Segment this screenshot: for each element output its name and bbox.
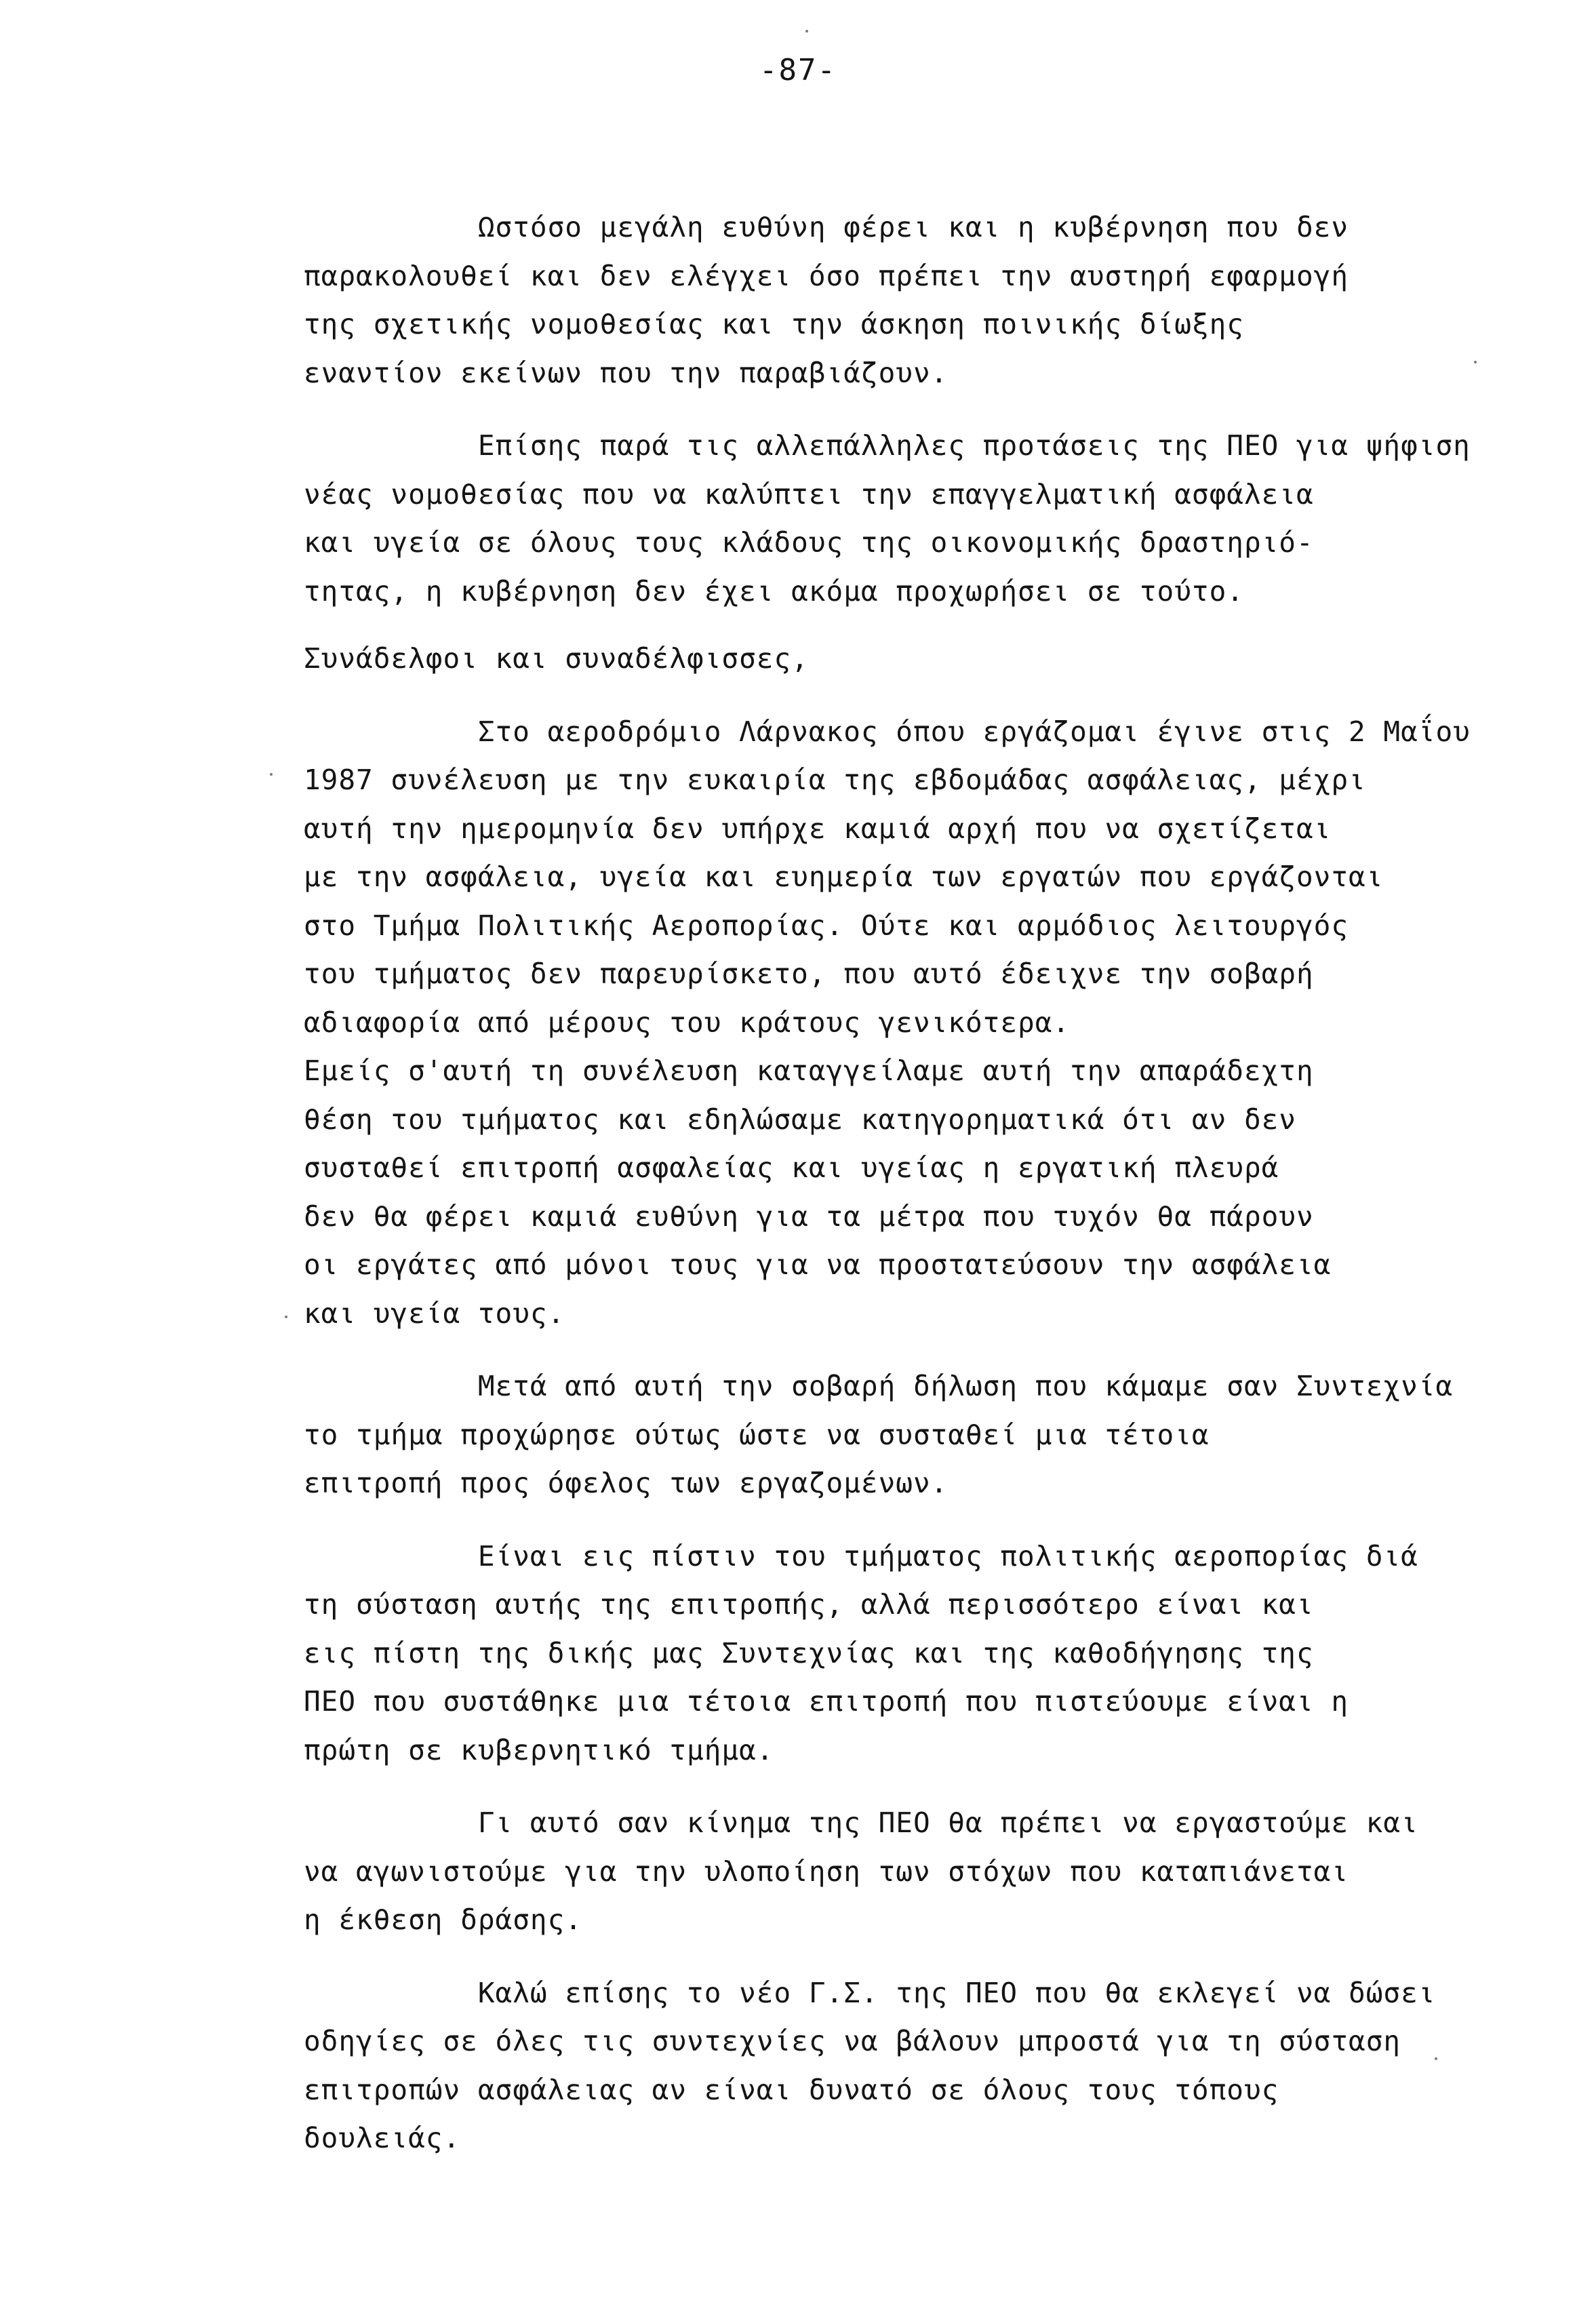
salutation [304,635,1578,684]
text-line: επιτροπών ασφάλειας αν είναι δυνατό σε όλους τους τόπους [304,2073,1279,2106]
text-line: του τμήματος δεν παρευρίσκετο, που αυτό έδειχνε την σοβαρή [304,957,1314,990]
text-line: δεν θα φέρει καμιά ευθύνη για τα μέτρα που τυχόν θα πάρουν [304,1200,1314,1233]
text-line: ΠΕΟ που συστάθηκε μια τέτοια επιτροπή που πιστεύουμε είναι η [304,1685,1349,1718]
text-line: εις πίστη της δικής μας Συντεχνίας και της καθοδήγησης της [304,1636,1314,1669]
text-line: Στο αεροδρόμιο Λάρνακος όπου εργάζομαι έγινε στις 2 Μαΐου [304,715,1471,748]
text-line: Μετά από αυτή την σοβαρή δήλωση που κάμαμε σαν Συντεχνία [304,1370,1454,1402]
text-line: Ωστόσο μεγάλη ευθύνη φέρει και η κυβέρνηση που δεν [304,211,1349,243]
text-line: να αγωνιστούμε για την υλοποίηση των στόχων που καταπιάνεται [304,1855,1349,1888]
text-line: αδιαφορία από μέρους του κράτους γενικότερα. [304,1006,1071,1039]
text-line: Εμείς σ'αυτή τη συνέλευση καταγγείλαμε αυτή την απαράδεχτη [304,1054,1314,1087]
text-line: οι εργάτες από μόνοι τους για να προστατεύσουν την ασφάλεια [304,1248,1332,1281]
text-line: Γι αυτό σαν κίνημα της ΠΕΟ θα πρέπει να εργαστούμε και [304,1806,1418,1839]
text-line: δουλειάς. [304,2122,461,2154]
text-line: οδηγίες σε όλες τις συντεχνίες να βάλουν μπροστά για τη σύσταση [304,2025,1401,2057]
paragraph [304,1969,1578,2163]
scan-speck [805,30,808,33]
text-line: και υγεία τους. [304,1297,565,1330]
scan-speck [285,1315,287,1318]
text-line: πρώτη σε κυβερνητικό τμήμα. [304,1733,774,1766]
scan-speck [270,773,273,776]
document-body [304,203,1578,2163]
paragraph [304,422,1578,616]
paragraph [304,203,1578,397]
text-line: τητας, η κυβέρνηση δεν έχει ακόμα προχωρήσει σε τούτο. [304,574,1244,608]
text-line: Επίσης παρά τις αλλεπάλληλες προτάσεις της ΠΕΟ για ψήφιση [304,429,1471,462]
text-line: της σχετικής νομοθεσίας και την άσκηση ποινικής δίωξης [304,308,1244,340]
text-line: τη σύσταση αυτής της επιτροπής, αλλά περισσότερο είναι και [304,1588,1314,1621]
page-number: -87- [759,53,837,87]
text-line: αυτή την ημερομηνία δεν υπήρχε καμιά αρχή που να σχετίζεται [304,812,1332,845]
paragraph [304,1362,1578,1508]
paragraph [304,1532,1578,1775]
text-line: 1987 συνέλευση με την ευκαιρία της εβδομάδας ασφάλειας, μέχρι [304,764,1366,796]
text-line: νέας νομοθεσίας που να καλύπτει την επαγγελματική ασφάλεια [304,477,1314,511]
text-line: το τμήμα προχώρησε ούτως ώστε να συσταθεί μια τέτοια [304,1418,1210,1451]
text-line: με την ασφάλεια, υγεία και ευημερία των εργατών που εργάζονται [304,860,1384,893]
text-line: η έκθεση δράσης. [304,1903,582,1936]
text-line: Καλώ επίσης το νέο Γ.Σ. της ΠΕΟ που θα εκλεγεί να δώσει [304,1976,1436,2009]
scan-speck [1435,2057,1437,2060]
text-line: Είναι εις πίστιν του τμήματος πολιτικής αεροπορίας διά [304,1539,1418,1572]
text-line: θέση του τμήματος και εδηλώσαμε κατηγορηματικά ότι αν δεν [304,1103,1296,1136]
text-line: παρακολουθεί και δεν ελέγχει όσο πρέπει την αυστηρή εφαρμογή [304,259,1349,292]
text-line: εναντίον εκείνων που την παραβιάζουν. [304,356,949,389]
scan-speck [1474,361,1477,363]
text-line: επιτροπή προς όφελος των εργαζομένων. [304,1467,949,1499]
text-line: συσταθεί επιτροπή ασφαλείας και υγείας η εργατική πλευρά [304,1151,1279,1184]
text-line: στο Τμήμα Πολιτικής Αεροπορίας. Ούτε και αρμόδιος λειτουργός [304,909,1349,942]
paragraph [304,1799,1578,1945]
text-line: Συνάδελφοι και συναδέλφισσες, [304,642,809,675]
paragraph [304,708,1578,1339]
text-line: και υγεία σε όλους τους κλάδους της οικονομικής δραστηριό- [304,526,1314,559]
